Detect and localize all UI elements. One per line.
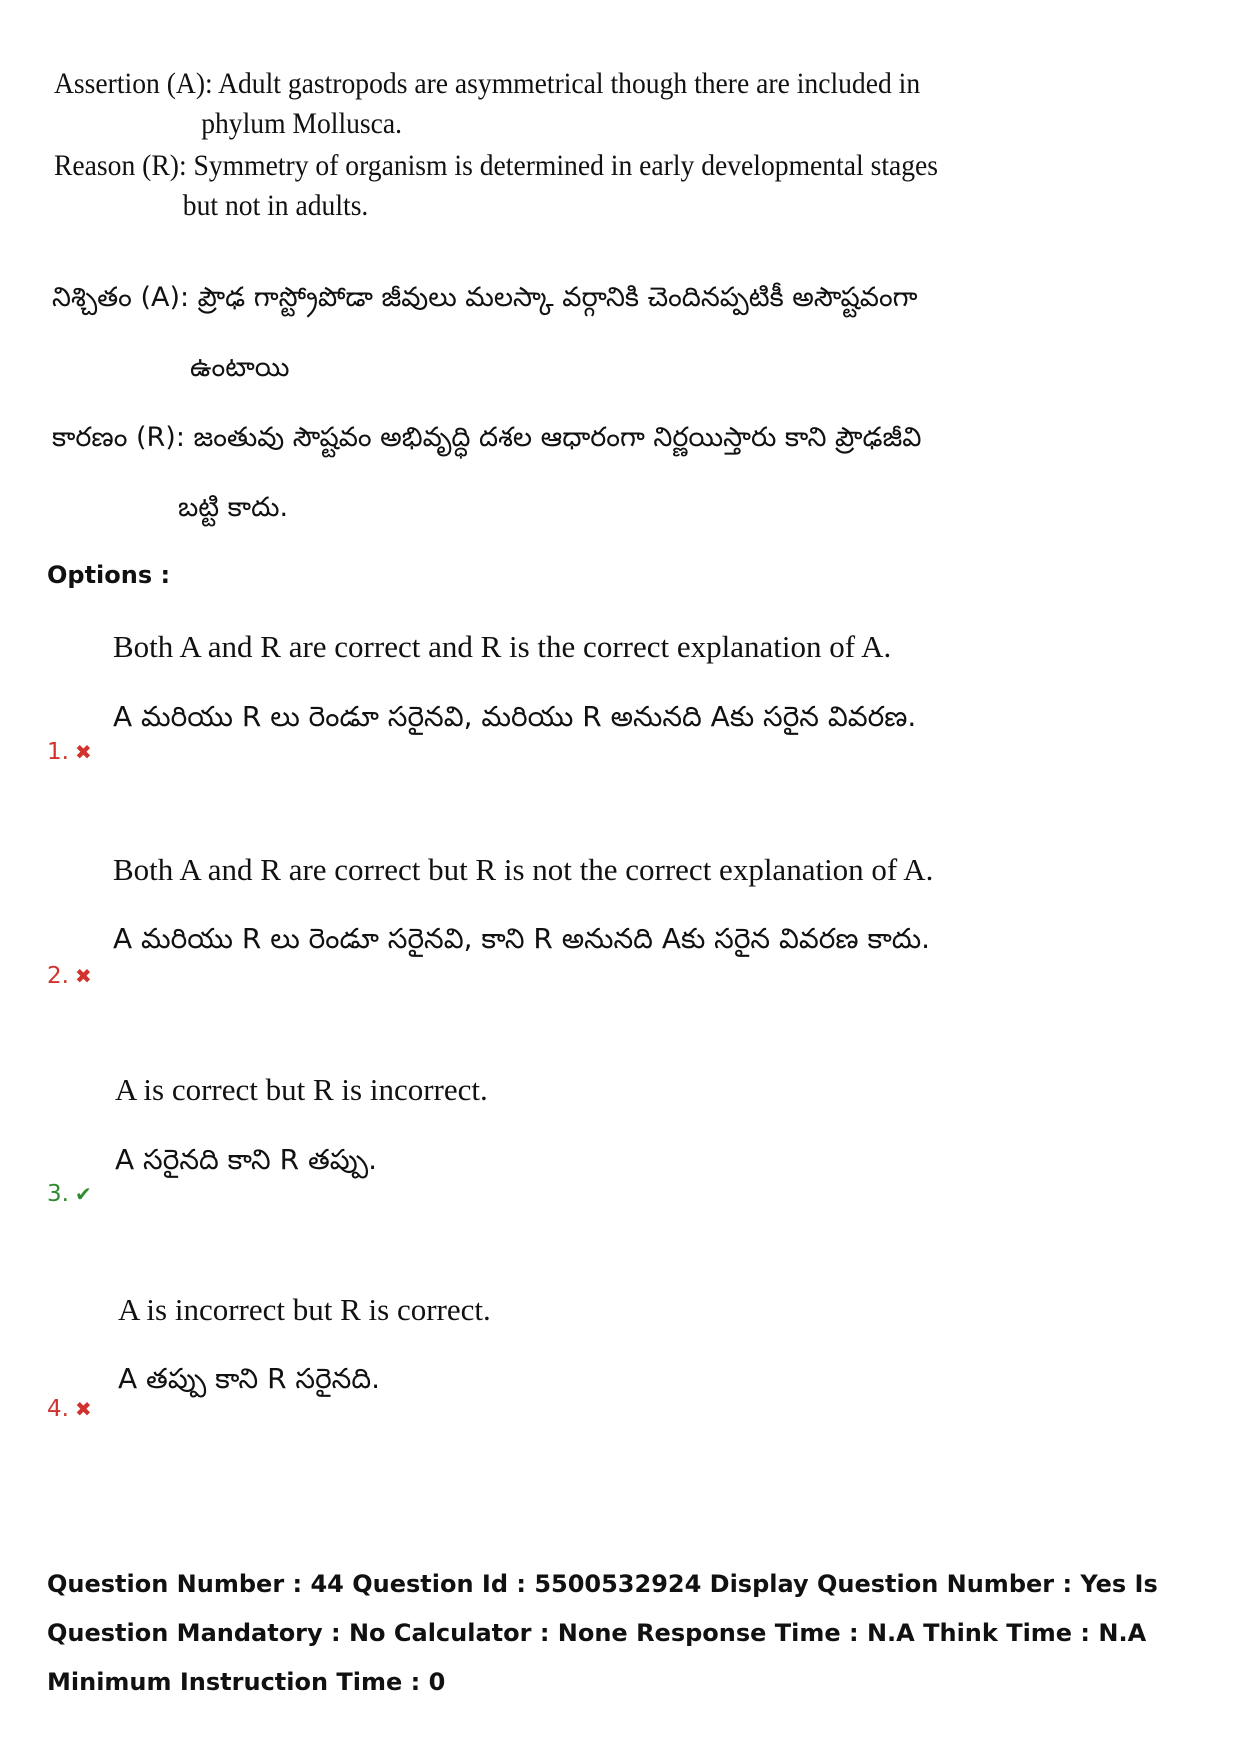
option-2-text-en: Both A and R are correct but R is not the correct explanation of A. <box>113 852 934 887</box>
option-1-marker[interactable] <box>47 738 92 766</box>
option-3-number: 3. <box>47 1181 69 1207</box>
telugu-assertion-line-2: ఉంటాయి <box>190 352 290 383</box>
option-3-marker[interactable] <box>47 1180 92 1208</box>
option-4-text-en: A is incorrect but R is correct. <box>118 1292 491 1327</box>
option-1-text-te: A మరియు R లు రెండూ సరైనవి, మరియు R అనునది Aకు సరైన వివరణ. <box>113 700 917 733</box>
option-1-number: 1. <box>47 739 69 765</box>
option-4-marker[interactable] <box>47 1395 92 1423</box>
reason-text <box>54 146 938 226</box>
telugu-reason-line-1: కారణం (R): జంతువు సౌష్టవం అభివృద్ధి దశల ఆధారంగా నిర్ణయిస్తారు కాని ప్రౌఢజీవి <box>52 422 922 453</box>
option-3-text-en: A is correct but R is incorrect. <box>115 1072 488 1107</box>
reason-label: Reason (R): <box>54 149 187 182</box>
telugu-assertion-line-1: నిశ్చితం (A): ప్రౌఢ గాస్ట్రోపోడా జీవులు మలస్కా వర్గానికి చెందినప్పటికీ అసౌష్టవంగా <box>52 282 918 313</box>
option-2-marker[interactable] <box>47 962 92 990</box>
option-4-text-te: A తప్పు కాని R సరైనది. <box>118 1362 381 1395</box>
assertion-line-2: phylum Mollusca. <box>201 107 403 140</box>
option-2-text-te: A మరియు R లు రెండూ సరైనవి, కాని R అనునది Aకు సరైన వివరణ కాదు. <box>113 922 931 955</box>
cross-icon: ✖ <box>74 740 92 764</box>
assertion-label: Assertion (A): <box>54 67 213 100</box>
assertion-line-1: Adult gastropods are asymmetrical though there are included in <box>218 67 921 100</box>
options-heading: Options : <box>47 561 171 589</box>
option-3-text-te: A సరైనది కాని R తప్పు. <box>115 1143 378 1176</box>
option-1-text-en: Both A and R are correct and R is the correct explanation of A. <box>113 629 892 664</box>
reason-line-2: but not in adults. <box>182 189 369 222</box>
option-2-number: 2. <box>47 963 69 989</box>
cross-icon: ✖ <box>74 1397 92 1421</box>
reason-line-1: Symmetry of organism is determined in early developmental stages <box>193 149 939 182</box>
telugu-reason-line-2: బట్టి కాదు. <box>178 492 289 523</box>
assertion-text <box>54 64 920 144</box>
question-metadata: Question Number : 44 Question Id : 5500532924 Display Question Number : Yes Is Question Mandatory : No Calculator : None Response Time : N.A Think Time : N.A Minimum Instruction Time : 0 <box>47 1570 1158 1696</box>
checkmark-icon: ✔ <box>74 1182 92 1206</box>
cross-icon: ✖ <box>74 964 92 988</box>
option-4-number: 4. <box>47 1396 69 1422</box>
